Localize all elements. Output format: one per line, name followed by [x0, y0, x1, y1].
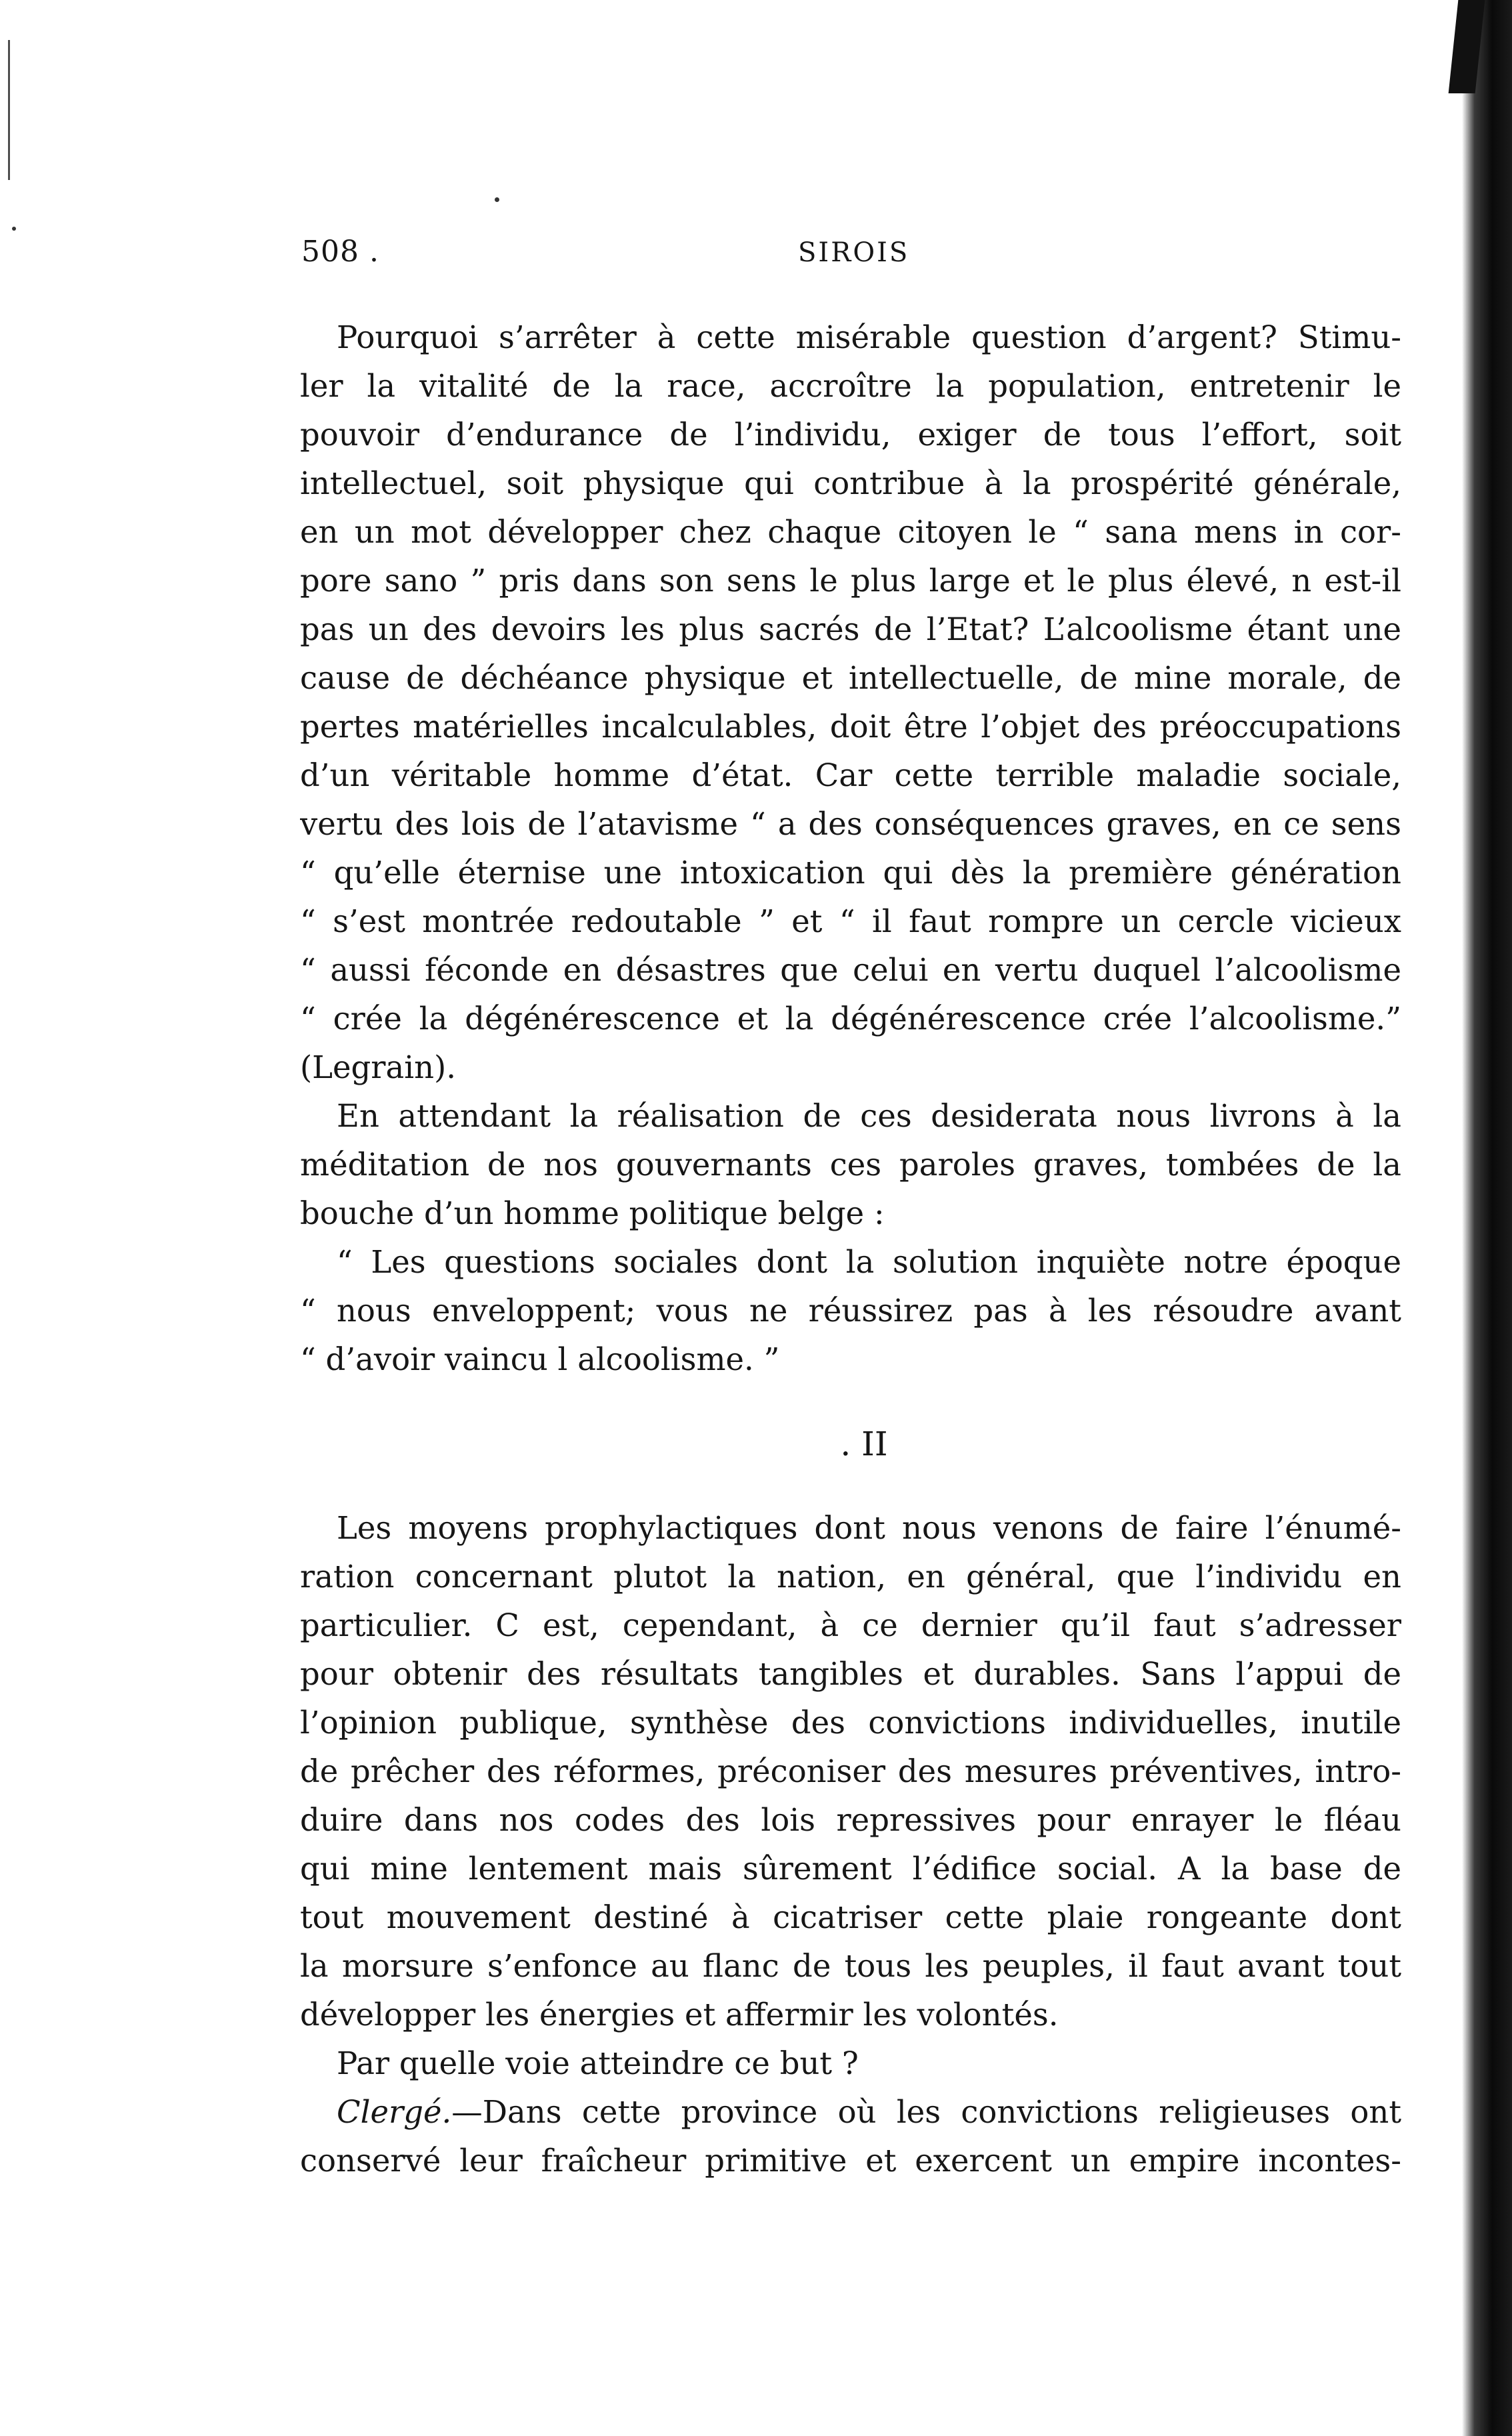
text-line: la morsure s’enfonce au flanc de tous les peuples, il faut avant tout	[300, 1948, 1401, 1984]
text-line: pore sano ” pris dans son sens le plus large et le plus élevé, n est-il	[300, 563, 1401, 599]
running-head: SIROIS	[798, 237, 910, 268]
text-line: Les moyens prophylactiques dont nous venons de faire l’énumé-	[337, 1510, 1401, 1546]
section-heading: . II	[840, 1425, 888, 1463]
text-line: Pourquoi s’arrêter à cette misérable question d’argent? Stimu-	[337, 319, 1401, 355]
margin-dot	[12, 227, 16, 231]
text-line: de prêcher des réformes, préconiser des mesures préventives, intro-	[300, 1753, 1401, 1789]
text-line: “ nous enveloppent; vous ne réussirez pas à les résoudre avant	[300, 1293, 1401, 1329]
text-line: “ s’est montrée redoutable ” et “ il faut rompre un cercle vicieux	[300, 903, 1401, 939]
clerge-term: Clergé.	[337, 2094, 452, 2130]
text-line: pouvoir d’endurance de l’individu, exiger de tous l’effort, soit	[300, 417, 1401, 453]
text-line: “ aussi féconde en désastres que celui en vertu duquel l’alcoolisme	[300, 952, 1401, 988]
text-line: duire dans nos codes des lois repressives pour enrayer le fléau	[300, 1802, 1401, 1838]
text-line: conservé leur fraîcheur primitive et exercent un empire incontes-	[300, 2143, 1401, 2179]
text-line: intellectuel, soit physique qui contribue à la prospérité générale,	[300, 465, 1401, 501]
text-line: cause de déchéance physique et intellectuelle, de mine morale, de	[300, 660, 1401, 696]
text-line: l’opinion publique, synthèse des convictions individuelles, inutile	[300, 1705, 1401, 1741]
page-number: 508 .	[301, 235, 379, 269]
text-line: développer les énergies et affermir les volontés.	[300, 1997, 1059, 2033]
text-line: (Legrain).	[300, 1049, 456, 1085]
text-line: tout mouvement destiné à cicatriser cette plaie rongeante dont	[300, 1899, 1401, 1935]
text-line: “ Les questions sociales dont la solution inquiète notre époque	[337, 1244, 1401, 1280]
text-line: qui mine lentement mais sûrement l’édifice social. A la base de	[300, 1851, 1401, 1887]
page-header	[301, 235, 1435, 281]
text-line: ler la vitalité de la race, accroître la population, entretenir le	[300, 368, 1401, 404]
text-line: pas un des devoirs les plus sacrés de l’Etat? L’alcoolisme étant une	[300, 611, 1401, 647]
text-line	[300, 2088, 1401, 2137]
text-line: ration concernant plutot la nation, en général, que l’individu en	[300, 1559, 1401, 1595]
text-line: “ qu’elle éternise une intoxication qui dès la première génération	[300, 855, 1401, 891]
text-line: Par quelle voie atteindre ce but ?	[337, 2045, 859, 2081]
text-line: “ d’avoir vaincu l alcoolisme. ”	[300, 1341, 780, 1377]
binding-shadow	[1462, 0, 1512, 2436]
text-line: pertes matérielles incalculables, doit être l’objet des préoccupations	[300, 709, 1401, 745]
text-line: bouche d’un homme politique belge :	[300, 1195, 885, 1231]
text-line: “ crée la dégénérescence et la dégénérescence crée l’alcoolisme.”	[300, 1001, 1401, 1037]
text-line: particulier. C est, cependant, à ce dernier qu’il faut s’adresser	[300, 1607, 1401, 1643]
text-line: En attendant la réalisation de ces desiderata nous livrons à la	[337, 1098, 1401, 1134]
body-text	[300, 313, 1401, 2185]
text-line: méditation de nos gouvernants ces paroles graves, tombées de la	[300, 1147, 1401, 1183]
text-line: pour obtenir des résultats tangibles et durables. Sans l’appui de	[300, 1656, 1401, 1692]
text-line: d’un véritable homme d’état. Car cette terrible maladie sociale,	[300, 757, 1401, 793]
margin-mark	[8, 40, 14, 180]
clerge-text: —Dans cette province où les convictions religieuses ont	[451, 2094, 1401, 2130]
text-line: vertu des lois de l’atavisme “ a des conséquences graves, en ce sens	[300, 806, 1401, 842]
text-line: en un mot développer chez chaque citoyen le “ sana mens in cor-	[300, 514, 1401, 550]
ink-speck	[495, 197, 499, 202]
